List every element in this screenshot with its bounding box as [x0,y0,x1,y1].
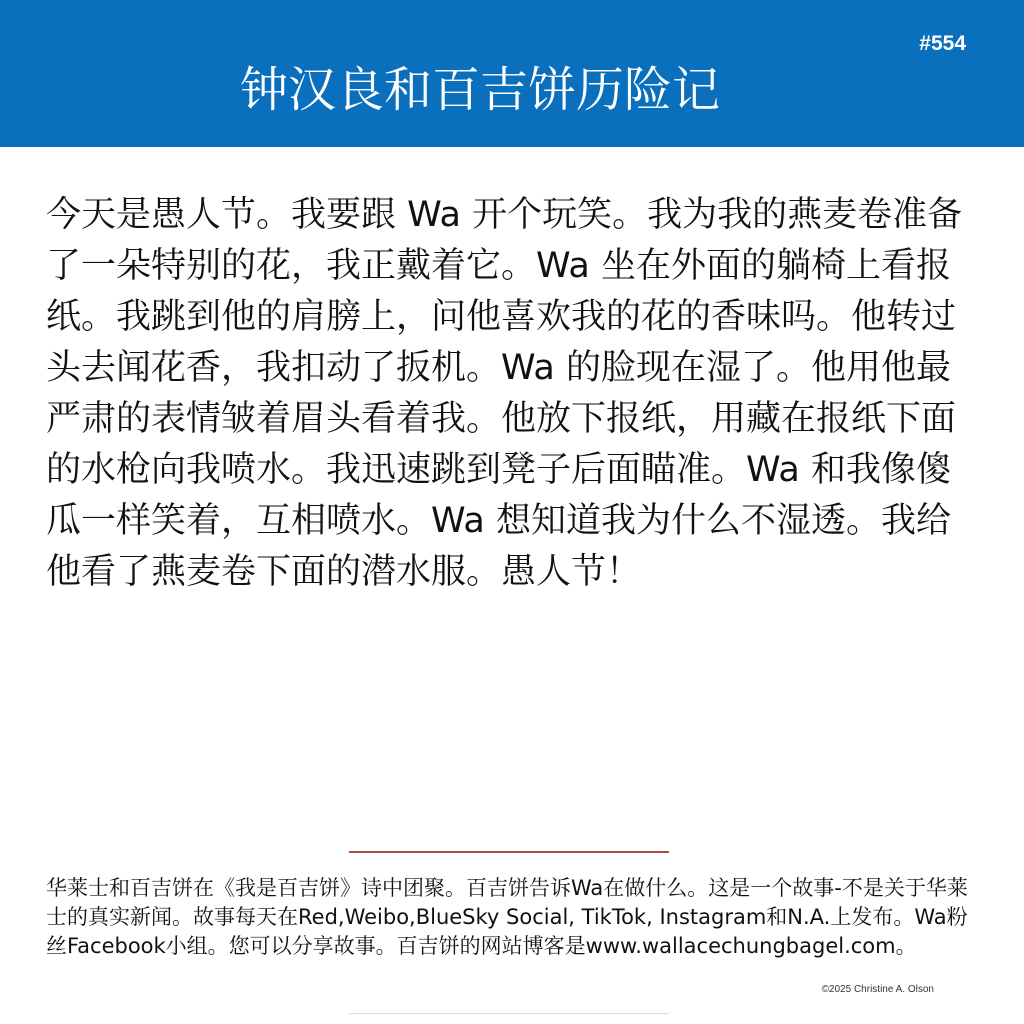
episode-number: #554 [919,32,966,55]
divider-line [349,851,669,853]
story-text: 今天是愚人节。我要跟 Wa 开个玩笑。我为我的燕麦卷准备了一朵特别的花，我正戴着它。Wa 坐在外面的躺椅上看报纸。我跳到他的肩膀上，问他喜欢我的花的香味吗。他转过头去闻花香，我扣动了扳机。Wa 的脸现在湿了。他用他最严肃的表情皱着眉头看着我。他放下报纸，用藏在报纸下面的水枪向我喷水。我迅速跳到凳子后面瞄准。Wa 和我像傻瓜一样笑着，互相喷水。Wa 想知道我为什么不湿透。我给他看了燕麦卷下面的潜水服。愚人节！ [46,195,963,592]
page-title: 钟汉良和百吉饼历险记 [239,62,720,118]
bottom-divider [349,1013,669,1014]
footer-note: 华莱士和百吉饼在《我是百吉饼》诗中团聚。百吉饼告诉Wa在做什么。这是一个故事-不是关于华莱士的真实新闻。故事每天在Red,Weibo,BlueSky Social, TikTok, Instagram和N.A.上发布。Wa粉丝Facebook小组。您可以分享故事。百吉饼的网站博客是www.wallacechungbagel.com。 [46,876,968,958]
header-banner [0,0,1024,147]
copyright-text: ©2025 Christine A. Olson [821,984,934,995]
